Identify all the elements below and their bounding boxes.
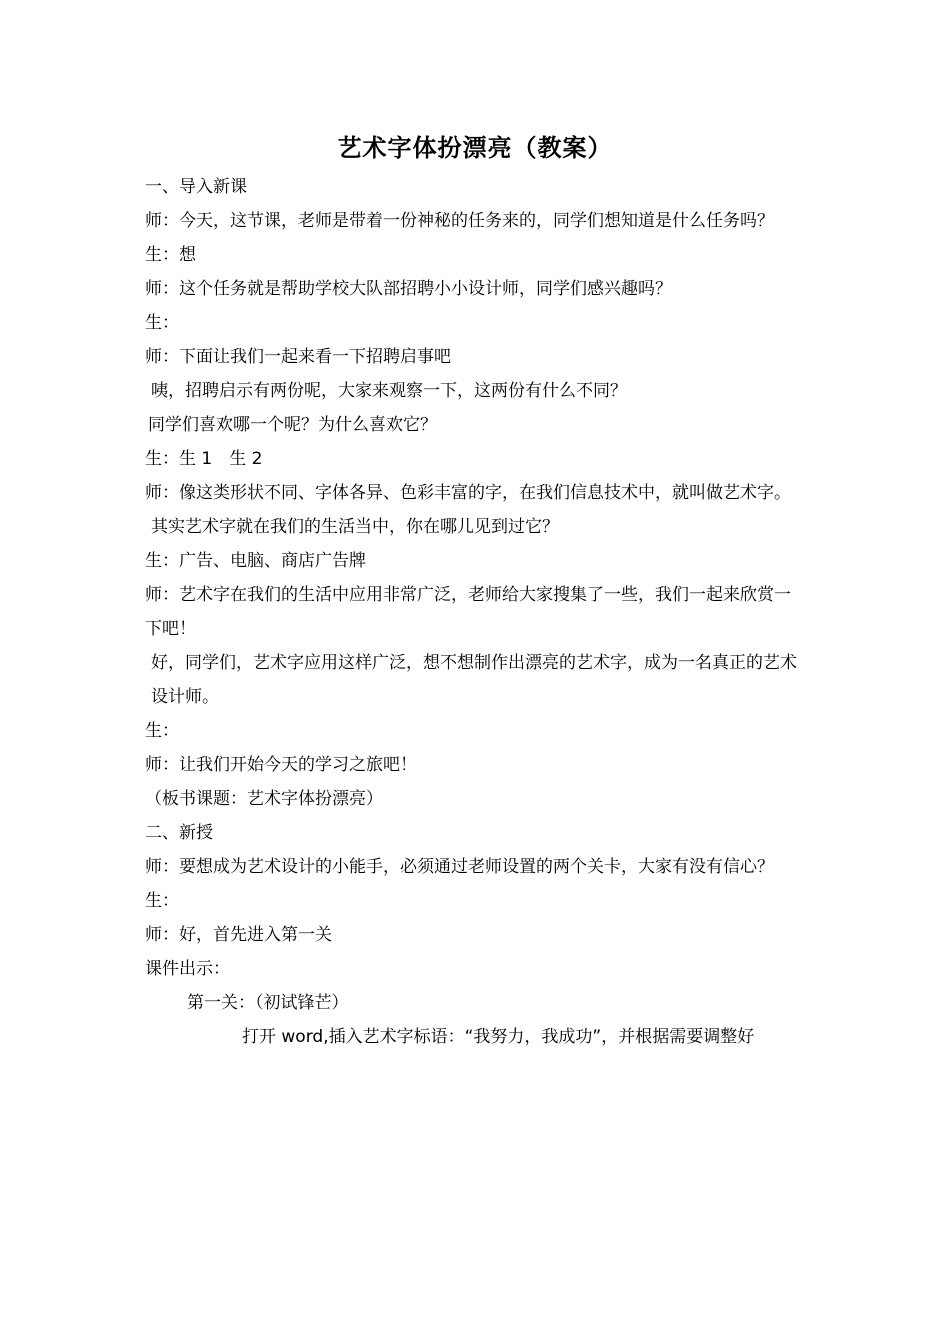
- paragraph: 师：像这类形状不同、字体各异、色彩丰富的字，在我们信息技术中，就叫做艺术字。: [145, 483, 791, 503]
- paragraph: 其实艺术字就在我们的生活当中，你在哪儿见到过它？: [151, 517, 559, 537]
- section-heading: 一、导入新课: [145, 177, 247, 197]
- paragraph: 咦，招聘启示有两份呢，大家来观察一下，这两份有什么不同？: [151, 381, 627, 401]
- paragraph: 好，同学们，艺术字应用这样广泛，想不想制作出漂亮的艺术字，成为一名真正的艺术设计师。: [151, 653, 797, 707]
- paragraph: 师：让我们开始今天的学习之旅吧！: [145, 755, 417, 775]
- paragraph: 生：广告、电脑、商店广告牌: [145, 551, 366, 571]
- document-body: [145, 170, 807, 1054]
- paragraph: 生：生 1 生 2: [145, 449, 263, 469]
- paragraph: 生：: [145, 721, 179, 741]
- paragraph: 生：: [145, 891, 179, 911]
- paragraph: 师：好，首先进入第一关: [145, 925, 332, 945]
- paragraph: 课件出示：: [145, 959, 230, 979]
- document-title: 艺术字体扮漂亮（教案）: [337, 134, 613, 162]
- paragraph: （板书课题：艺术字体扮漂亮）: [145, 789, 383, 809]
- paragraph: 师：要想成为艺术设计的小能手，必须通过老师设置的两个关卡，大家有没有信心？: [145, 857, 774, 877]
- paragraph: 生：: [145, 313, 179, 333]
- section-heading: 二、新授: [145, 823, 213, 843]
- paragraph: 生：想: [145, 245, 196, 265]
- paragraph: 师：艺术字在我们的生活中应用非常广泛，老师给大家搜集了一些，我们一起来欣赏一下吧！: [145, 585, 791, 639]
- paragraph: 师：这个任务就是帮助学校大队部招聘小小设计师，同学们感兴趣吗？: [145, 279, 672, 299]
- paragraph: 第一关：（初试锋芒）: [187, 993, 349, 1013]
- paragraph: 同学们喜欢哪一个呢？为什么喜欢它？: [148, 415, 437, 435]
- paragraph: 师：今天，这节课，老师是带着一份神秘的任务来的，同学们想知道是什么任务吗？: [145, 211, 774, 231]
- paragraph: 打开 word,插入艺术字标语：“我努力，我成功”，并根据需要调整好: [242, 1027, 755, 1047]
- paragraph: 师：下面让我们一起来看一下招聘启事吧: [145, 347, 451, 367]
